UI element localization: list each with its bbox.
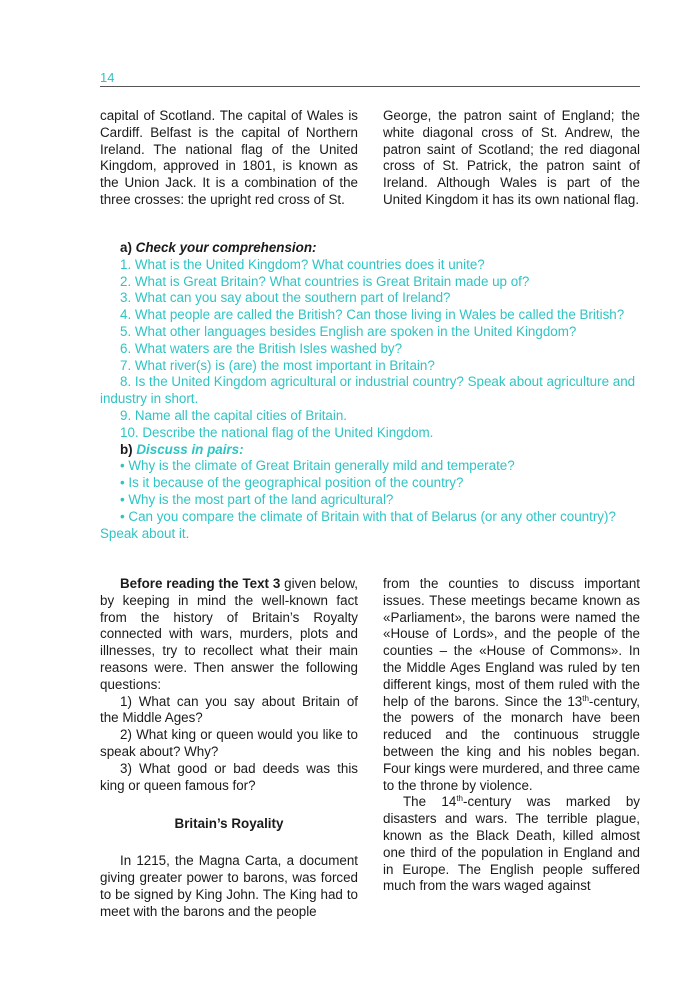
question-item: 4. What people are called the British? Can those living in Wales be called the British?	[120, 307, 625, 323]
top-left-column	[100, 108, 358, 209]
discussion-item: • Why is the climate of Great Britain generally mild and temperate?	[120, 458, 515, 474]
question-item: 8. Is the United Kingdom agricultural or industrial country? Speak about agriculture and industry in short.	[100, 374, 636, 407]
exercise-a-heading: a) Check your comprehension:	[120, 240, 317, 255]
article-paragraph: In 1215, the Magna Carta, a document giving greater power to barons, was forced to be signed by King John. The King had to meet with the barons and the people	[100, 853, 358, 919]
question-item: 5. What other languages besides English are spoken in the United Kingdom?	[120, 323, 577, 339]
question-item: 3. What can you say about the southern part of Ireland?	[120, 290, 451, 306]
bottom-right-column	[383, 576, 640, 895]
discussion-item: • Why is the most part of the land agricultural?	[120, 491, 394, 507]
paragraph: George, the patron saint of England; the white diagonal cross of St. Andrew, the patron saint of Scotland; the red diagonal cross of St. Patrick, the patron saint of Ireland. Although Wales is part of the United Kingdom it has its own national flag.	[383, 108, 640, 207]
bottom-left-column	[100, 576, 358, 920]
pre-question: 3) What good or bad deeds was this king or queen famous for?	[100, 760, 358, 793]
discussion-item: • Can you compare the climate of Britain with that of Belarus (or any other country)? Speak about it.	[100, 508, 616, 541]
before-reading-lead: Before reading the Text 3	[120, 576, 281, 591]
top-right-column	[383, 108, 640, 209]
before-reading-intro: Before reading the Text 3 given below, by keeping in mind the well-known fact from the history of Britain’s Royalty connected with wars, murders, plots and illnesses, try to recollect what their main reasons were. Then answer the following questions:	[100, 576, 358, 692]
question-item: 2. What is Great Britain? What countries is Great Britain made up of?	[120, 273, 530, 289]
article-paragraph: The 14th-century was marked by disasters and wars. The terrible plague, known as the Black Death, killed almost one third of the population in England and in Europe. The English people suffered much from the wars waged against	[383, 794, 640, 894]
article-title: Britain’s Royality	[174, 816, 284, 832]
paragraph: capital of Scotland. The capital of Wales is Cardiff. Belfast is the capital of Northern Ireland. The national flag of the United Kingdom, approved in 1801, is known as the Union Jack. It is a combination of the three crosses: the upright red cross of St.	[100, 108, 358, 207]
pre-question: 2) What king or queen would you like to speak about? Why?	[100, 727, 358, 759]
pre-question: 1) What can you say about Britain of the Middle Ages?	[100, 693, 358, 726]
page-number: 14	[100, 70, 115, 85]
header-rule	[100, 86, 640, 87]
question-item: 9. Name all the capital cities of Britain.	[120, 407, 348, 423]
exercise-block	[100, 240, 640, 542]
question-item: 1. What is the United Kingdom? What countries does it unite?	[120, 256, 485, 272]
question-item: 7. What river(s) is (are) the most important in Britain?	[120, 357, 435, 373]
article-paragraph: from the counties to discuss important issues. These meetings became known as «Parliament», the barons were named the «House of Lords», and the people of the counties – the «House of Commons». In the Middle Ages England was ruled by ten different kings, most of them ruled with the help of the barons. Since the 13th-century, the powers of the monarch have been reduced and the continuous struggle between the king and his nobles began. Four kings were murdered, and three came to the throne by violence.	[383, 576, 640, 793]
question-item: 10. Describe the national flag of the United Kingdom.	[120, 424, 434, 440]
question-item: 6. What waters are the British Isles washed by?	[120, 340, 403, 356]
discussion-item: • Is it because of the geographical position of the country?	[120, 475, 464, 491]
exercise-b-heading: b) Discuss in pairs:	[120, 441, 244, 457]
